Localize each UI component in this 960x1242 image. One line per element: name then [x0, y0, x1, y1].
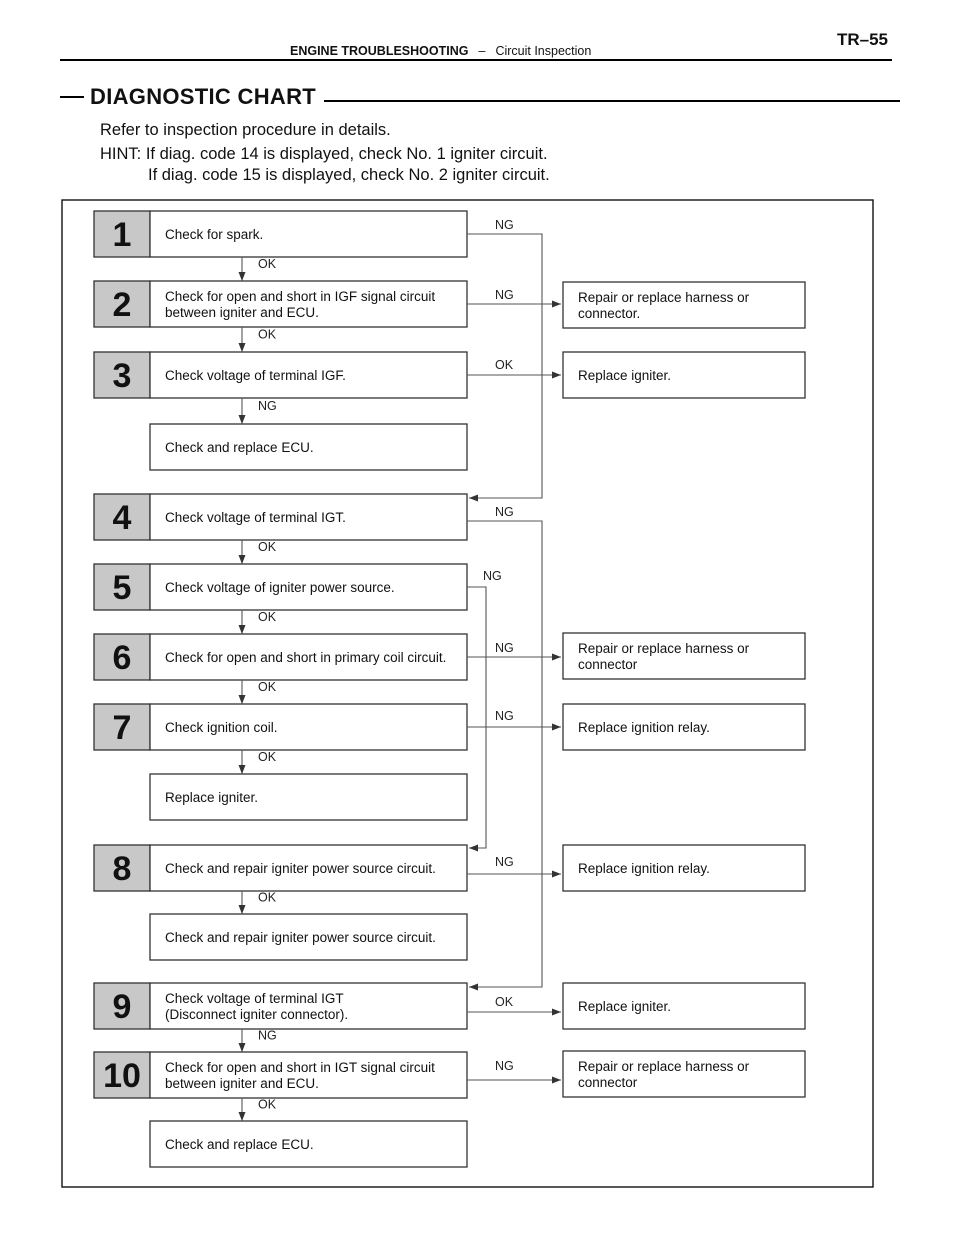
step8-ng-label: NG	[495, 855, 514, 869]
step-number: 9	[112, 988, 132, 1026]
step-number: 3	[112, 357, 132, 395]
step-2-text-line-1: Check for open and short in IGF signal circuit	[165, 289, 436, 304]
step9-ok-label: OK	[495, 995, 514, 1009]
step-5-text-line-1: Check voltage of igniter power source.	[165, 580, 395, 595]
header-subsection: Circuit Inspection	[495, 44, 592, 58]
page-title: DIAGNOSTIC CHART	[90, 84, 317, 109]
step-2	[94, 281, 467, 327]
step-10-text-line-2: between igniter and ECU.	[165, 1076, 319, 1091]
step-2-text-line-2: between igniter and ECU.	[165, 305, 319, 320]
down-arrowhead-6	[239, 695, 246, 704]
step-1-text-line-1: Check for spark.	[165, 227, 264, 242]
step-9-text-line-1: Check voltage of terminal IGT	[165, 991, 344, 1006]
down-label-1: OK	[258, 257, 277, 271]
step4-ng-label: NG	[495, 505, 514, 519]
chart-frame	[62, 200, 873, 1187]
down-arrowhead-1	[239, 272, 246, 281]
result-4-text-line-1: Check and replace ECU.	[165, 1137, 314, 1152]
step-1	[94, 211, 467, 257]
step-7	[94, 704, 467, 750]
step-number: 2	[112, 286, 132, 324]
down-arrowhead-3	[239, 415, 246, 424]
down-arrowhead-7	[239, 765, 246, 774]
step2-ng-arrowhead	[552, 301, 561, 308]
intro-line-3: If diag. code 15 is displayed, check No. 2 igniter circuit.	[148, 166, 550, 184]
step7-ng-arrowhead	[552, 724, 561, 731]
down-label-4: OK	[258, 540, 277, 554]
step-10-text-line-1: Check for open and short in IGT signal circuit	[165, 1060, 435, 1075]
step5-ng-label: NG	[483, 569, 502, 583]
step4-ng-arrowhead	[469, 984, 478, 991]
step-number: 1	[112, 216, 132, 254]
down-label-8: OK	[258, 890, 277, 905]
step3-ok-label: OK	[495, 358, 514, 372]
down-label-5: OK	[258, 610, 277, 624]
down-arrowhead-8	[239, 905, 246, 914]
step-number: 10	[103, 1057, 141, 1095]
down-label-6: OK	[258, 680, 277, 694]
action-7-text-line-1: Repair or replace harness or	[578, 1059, 750, 1074]
header-separator: –	[478, 44, 486, 58]
step-6-text-line-1: Check for open and short in primary coil circuit.	[165, 650, 447, 665]
intro-line-1: Refer to inspection procedure in details.	[100, 121, 391, 139]
down-arrowhead-9	[239, 1043, 246, 1052]
step-number: 5	[112, 569, 132, 607]
step1-ng-arrowhead	[469, 495, 478, 502]
result-1-text-line-1: Check and replace ECU.	[165, 440, 314, 455]
down-label-7: OK	[258, 750, 277, 764]
page-number: TR–55	[836, 30, 888, 49]
step-number: 6	[112, 639, 132, 677]
step2-ng-label: NG	[495, 288, 514, 302]
down-label-10: OK	[258, 1097, 277, 1112]
result-2-text-line-1: Replace igniter.	[165, 790, 259, 805]
step-number: 8	[112, 850, 132, 888]
down-label-3: NG	[258, 399, 277, 413]
step-box	[150, 983, 467, 1029]
action-box-3	[563, 633, 805, 679]
step1-ng-label: NG	[495, 218, 514, 232]
step3-ok-arrowhead	[552, 372, 561, 379]
step-9-text-line-2: (Disconnect igniter connector).	[165, 1007, 349, 1022]
step6-ng-label: NG	[495, 641, 514, 655]
step6-ng-arrowhead	[552, 654, 561, 661]
down-arrowhead-4	[239, 555, 246, 564]
step8-ng-arrowhead	[552, 871, 561, 878]
down-arrowhead-10	[239, 1112, 246, 1121]
header-section: ENGINE TROUBLESHOOTING	[290, 44, 469, 58]
action-3-text-line-2: connector	[578, 657, 638, 672]
step5-ng-arrowhead	[469, 845, 478, 852]
step-3-text-line-1: Check voltage of terminal IGF.	[165, 368, 346, 383]
down-label-2: OK	[258, 327, 277, 342]
step4-ng-connector	[467, 521, 542, 987]
step-9	[94, 983, 467, 1029]
step-10	[94, 1052, 467, 1098]
down-arrowhead-5	[239, 625, 246, 634]
step-8-text-line-1: Check and repair igniter power source circuit.	[165, 861, 436, 876]
step-box	[150, 281, 467, 327]
action-4-text-line-1: Replace ignition relay.	[578, 720, 710, 735]
step-number: 4	[112, 499, 132, 537]
step-box	[150, 1052, 467, 1098]
step9-ok-arrowhead	[552, 1009, 561, 1016]
down-arrowhead-2	[239, 343, 246, 352]
step-7-text-line-1: Check ignition coil.	[165, 720, 278, 735]
step7-ng-label: NG	[495, 709, 514, 723]
action-1-text-line-2: connector.	[578, 306, 641, 321]
action-7-text-line-2: connector	[578, 1075, 638, 1090]
action-box-7	[563, 1051, 805, 1097]
action-5-text-line-1: Replace ignition relay.	[578, 861, 710, 876]
action-box-1	[563, 282, 805, 328]
action-3-text-line-1: Repair or replace harness or	[578, 641, 750, 656]
action-2-text-line-1: Replace igniter.	[578, 368, 672, 383]
step-number: 7	[112, 709, 132, 747]
action-6-text-line-1: Replace igniter.	[578, 999, 672, 1014]
intro-line-2: HINT: If diag. code 14 is displayed, check No. 1 igniter circuit.	[100, 145, 548, 163]
step-4-text-line-1: Check voltage of terminal IGT.	[165, 510, 346, 525]
down-label-9: NG	[258, 1028, 277, 1043]
step10-ng-label: NG	[495, 1059, 514, 1073]
step5-ng-connector	[467, 587, 486, 848]
result-3-text-line-1: Check and repair igniter power source circuit.	[165, 930, 436, 945]
step10-ng-arrowhead	[552, 1077, 561, 1084]
action-1-text-line-1: Repair or replace harness or	[578, 290, 750, 305]
